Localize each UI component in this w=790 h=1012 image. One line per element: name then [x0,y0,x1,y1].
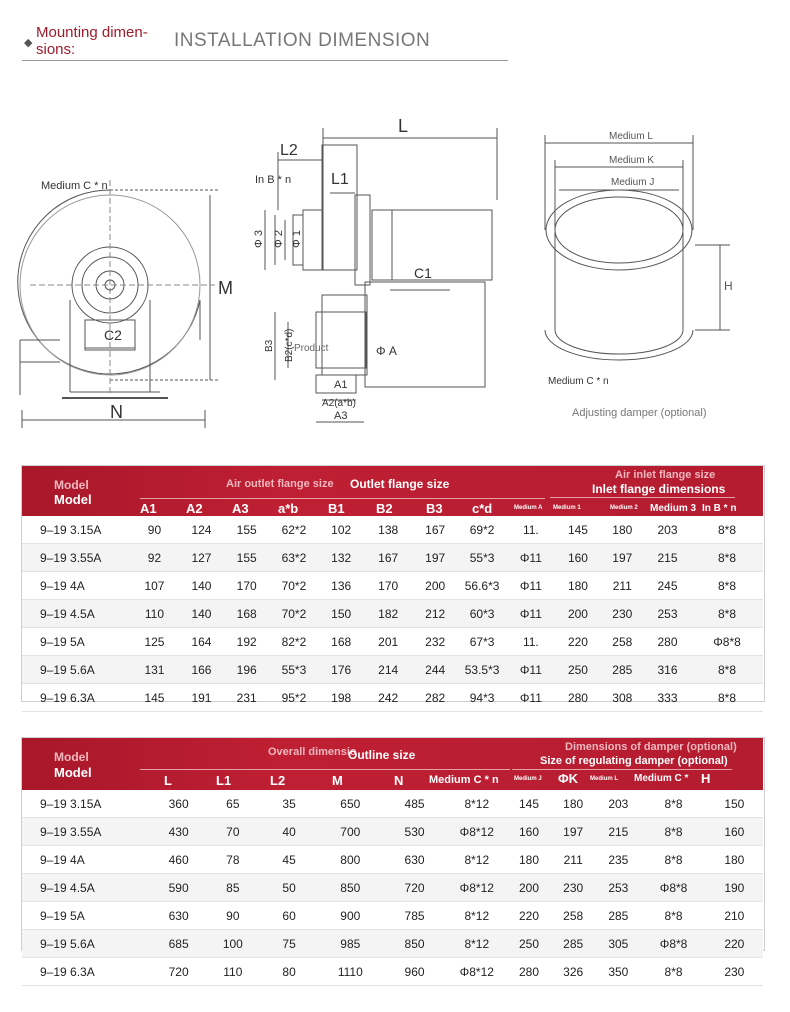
table-row [22,902,763,930]
phi1-label: Φ 1 [291,230,303,248]
value-cell: 35 [260,790,318,818]
model-cell: 9–19 5A [22,902,152,930]
value-cell: 8*8 [641,958,705,986]
dim-A3-label: A3 [334,410,348,422]
dim-B3-label: B3 [264,339,275,352]
value-cell: 360 [152,790,206,818]
value-cell: 200 [413,572,458,600]
table-row [22,628,763,656]
model-cell: 9–19 3.15A [22,516,130,544]
dim-L1-label: L1 [331,171,349,188]
value-cell: 145 [555,516,600,544]
dim-A1-label: A1 [334,379,348,391]
value-cell: 203 [595,790,641,818]
value-cell: 220 [706,930,763,958]
value-cell: 160 [706,818,763,846]
air-inlet-label: Air inlet flange size [615,469,716,481]
value-cell: 8*8 [641,902,705,930]
table1-header [22,466,763,516]
model-cell: 9–19 5A [22,628,130,656]
value-cell: 67*3 [458,628,507,656]
value-cell: 196 [224,656,269,684]
value-cell: 168 [319,628,364,656]
col2-medium-cn: Medium C * n [429,774,499,786]
value-cell: 70 [206,818,260,846]
value-cell: 285 [595,902,641,930]
value-cell: 630 [382,846,446,874]
regulating-damper-header: Size of regulating damper (optional) [540,755,728,767]
col2-L2: L2 [270,773,286,788]
col-medium-2: Medium 2 [610,505,638,511]
value-cell: 80 [260,958,318,986]
value-cell: 250 [555,656,600,684]
outline-dimensions-table [22,738,763,986]
value-cell: 211 [601,572,644,600]
value-cell: 8*8 [641,790,705,818]
value-cell: 164 [179,628,224,656]
value-cell: 201 [364,628,413,656]
value-cell: 8*8 [691,684,763,712]
value-cell: 900 [318,902,382,930]
value-cell: Φ11 [506,656,555,684]
damper-view [545,135,730,360]
value-cell: 250 [507,930,551,958]
value-cell: 285 [601,656,644,684]
value-cell: 145 [507,790,551,818]
value-cell: 138 [364,516,413,544]
product-watermark-label: Product [294,343,329,354]
value-cell: 720 [382,874,446,902]
value-cell: 235 [595,846,641,874]
value-cell: 176 [319,656,364,684]
value-cell: 85 [206,874,260,902]
value-cell: 180 [706,846,763,874]
model-cell: 9–19 3.55A [22,818,152,846]
value-cell: 182 [364,600,413,628]
model-header-2: Model [54,765,92,780]
value-cell: 198 [319,684,364,712]
col-inbn: In B * n [702,503,737,514]
col-medium-3: Medium 3 [650,503,697,514]
value-cell: 8*8 [641,846,705,874]
inlet-underline [550,497,735,498]
value-cell: 850 [382,930,446,958]
value-cell: 90 [130,516,179,544]
value-cell: 45 [260,846,318,874]
model-ghost-label: Model [54,478,89,492]
value-cell: 180 [551,790,595,818]
table-row [22,958,763,986]
value-cell: 8*8 [691,516,763,544]
section-header [22,22,510,66]
value-cell: 280 [507,958,551,986]
value-cell: 210 [706,902,763,930]
value-cell: 720 [152,958,206,986]
value-cell: 305 [595,930,641,958]
medium-c-n-right-label: Medium C * n [548,376,609,387]
dim-M-label: M [218,278,233,298]
value-cell: 285 [551,930,595,958]
model-cell: 9–19 4.5A [22,874,152,902]
value-cell: 230 [601,600,644,628]
damper-caption: Adjusting damper (optional) [572,407,707,419]
value-cell: 245 [644,572,691,600]
value-cell: 590 [152,874,206,902]
model-ghost-label-2: Model [54,750,89,764]
value-cell: 180 [555,572,600,600]
table-row [22,572,763,600]
table-row [22,818,763,846]
value-cell: 1110 [318,958,382,986]
col-medium-A: Medium A [514,505,543,511]
col-ab: a*b [278,501,299,516]
value-cell: 82*2 [269,628,318,656]
value-cell: Φ11 [506,684,555,712]
value-cell: 56.6*3 [458,572,507,600]
value-cell: 244 [413,656,458,684]
value-cell: 530 [382,818,446,846]
model-header: Model [54,492,92,507]
value-cell: Φ8*8 [691,628,763,656]
value-cell: 95*2 [269,684,318,712]
value-cell: 220 [555,628,600,656]
model-cell: 9–19 3.15A [22,790,152,818]
outline-underline [140,769,510,770]
value-cell: 102 [319,516,364,544]
value-cell: 190 [706,874,763,902]
outlet-underline [140,498,545,499]
air-outlet-label: Air outlet flange size [226,478,334,490]
value-cell: 170 [364,572,413,600]
value-cell: 160 [507,818,551,846]
value-cell: 155 [224,544,269,572]
header-divider [22,60,508,61]
col2-M: M [332,773,343,788]
value-cell: 180 [601,516,644,544]
value-cell: 75 [260,930,318,958]
medium-J-label: Medium J [611,177,655,188]
inlet-bolt-label: In B * n [255,174,292,186]
value-cell: 8*12 [447,902,507,930]
value-cell: 282 [413,684,458,712]
overall-dimension-label: Overall dimensio [268,746,357,758]
col2-L1: L1 [216,773,232,788]
dim-C2-label: C2 [104,327,122,343]
value-cell: 100 [206,930,260,958]
value-cell: 136 [319,572,364,600]
value-cell: 110 [130,600,179,628]
value-cell: 90 [206,902,260,930]
damper-dimensions-label: Dimensions of damper (optional) [565,741,737,753]
value-cell: 850 [318,874,382,902]
model-cell: 9–19 5.6A [22,656,130,684]
value-cell: 485 [382,790,446,818]
value-cell: Φ8*12 [447,958,507,986]
value-cell: 11. [506,628,555,656]
value-cell: 127 [179,544,224,572]
col-A2: A2 [186,501,203,516]
value-cell: 167 [364,544,413,572]
value-cell: 155 [224,516,269,544]
flange-dimensions-table [22,466,763,712]
value-cell: 8*12 [447,790,507,818]
col-cd: c*d [472,501,493,516]
value-cell: 8*12 [447,930,507,958]
value-cell: 40 [260,818,318,846]
value-cell: 131 [130,656,179,684]
phiA-label: Φ A [376,344,397,358]
table2-header [22,738,763,790]
value-cell: Φ11 [506,600,555,628]
col2-N: N [394,773,404,788]
value-cell: 180 [507,846,551,874]
value-cell: 253 [595,874,641,902]
value-cell: 124 [179,516,224,544]
model-cell: 9–19 5.6A [22,930,152,958]
medium-L-label: Medium L [609,131,653,142]
table-row [22,544,763,572]
outlet-flange-header: Outlet flange size [350,477,450,491]
value-cell: 258 [551,902,595,930]
value-cell: Φ11 [506,544,555,572]
col2-medium-L: Medium L [590,776,618,782]
value-cell: 8*8 [691,572,763,600]
medium-c-n-label: Medium C * n [41,180,108,192]
table-row [22,930,763,958]
model-cell: 9–19 4.5A [22,600,130,628]
value-cell: 8*8 [691,600,763,628]
col2-medium-c: Medium C * [634,773,689,784]
table-row [22,656,763,684]
value-cell: 197 [601,544,644,572]
value-cell: 197 [551,818,595,846]
value-cell: 212 [413,600,458,628]
col2-L: L [164,773,172,788]
col2-medium-J: Medium J [514,776,542,782]
dim-L2-label: L2 [280,142,298,159]
value-cell: 110 [206,958,260,986]
value-cell: 60*3 [458,600,507,628]
value-cell: 280 [644,628,691,656]
value-cell: 166 [179,656,224,684]
diamond-bullet-icon: ◆ [24,37,33,49]
dim-B2-label: B2(c*d) [284,328,295,362]
value-cell: 350 [595,958,641,986]
value-cell: 800 [318,846,382,874]
value-cell: 53.5*3 [458,656,507,684]
value-cell: 8*8 [691,544,763,572]
inlet-flange-header: Inlet flange dimensions [592,482,726,496]
value-cell: 132 [319,544,364,572]
value-cell: 50 [260,874,318,902]
table-row [22,874,763,902]
value-cell: 430 [152,818,206,846]
value-cell: 280 [555,684,600,712]
value-cell: 203 [644,516,691,544]
value-cell: 326 [551,958,595,986]
value-cell: 140 [179,600,224,628]
value-cell: 220 [507,902,551,930]
col-medium-1: Medium 1 [553,505,581,511]
fan-front-view [18,180,220,428]
value-cell: 197 [413,544,458,572]
value-cell: 215 [595,818,641,846]
damper-underline [512,769,732,770]
installation-drawing [0,95,790,440]
value-cell: 231 [224,684,269,712]
model-cell: 9–19 3.55A [22,544,130,572]
value-cell: Φ8*12 [447,818,507,846]
value-cell: 333 [644,684,691,712]
value-cell: 150 [319,600,364,628]
value-cell: 242 [364,684,413,712]
value-cell: 985 [318,930,382,958]
value-cell: 8*8 [691,656,763,684]
fan-side-view [265,128,497,422]
value-cell: 8*12 [447,846,507,874]
col-A3: A3 [232,501,249,516]
value-cell: 168 [224,600,269,628]
value-cell: 145 [130,684,179,712]
value-cell: 211 [551,846,595,874]
table-row [22,790,763,818]
value-cell: 170 [224,572,269,600]
value-cell: 785 [382,902,446,930]
dim-H-label: H [724,279,733,293]
value-cell: 140 [179,572,224,600]
col-B2: B2 [376,501,393,516]
table-row [22,846,763,874]
table-row [22,684,763,712]
value-cell: 92 [130,544,179,572]
phi2-label: Φ 2 [273,230,285,248]
value-cell: 69*2 [458,516,507,544]
mounting-label: Mounting dimen- sions: [36,24,148,58]
value-cell: 700 [318,818,382,846]
model-cell: 9–19 4A [22,572,130,600]
col2-phiK: ΦK [558,771,579,786]
value-cell: 8*8 [641,818,705,846]
dim-C1-label: C1 [414,265,432,281]
table-row [22,516,763,544]
value-cell: 316 [644,656,691,684]
value-cell: 630 [152,902,206,930]
value-cell: 70*2 [269,600,318,628]
col-B1: B1 [328,501,345,516]
value-cell: 232 [413,628,458,656]
phi3-label: Φ 3 [253,230,265,248]
value-cell: 150 [706,790,763,818]
col-B3: B3 [426,501,443,516]
dim-A2-label: A2(a*b) [322,398,356,409]
value-cell: 685 [152,930,206,958]
value-cell: 200 [507,874,551,902]
value-cell: 167 [413,516,458,544]
value-cell: 11. [506,516,555,544]
model-cell: 9–19 6.3A [22,684,130,712]
value-cell: 200 [555,600,600,628]
value-cell: 960 [382,958,446,986]
value-cell: 230 [551,874,595,902]
value-cell: 160 [555,544,600,572]
value-cell: 230 [706,958,763,986]
value-cell: 78 [206,846,260,874]
col-A1: A1 [140,501,157,516]
value-cell: 192 [224,628,269,656]
value-cell: 214 [364,656,413,684]
value-cell: Φ11 [506,572,555,600]
value-cell: 94*3 [458,684,507,712]
value-cell: 70*2 [269,572,318,600]
dim-L-label: L [398,116,409,136]
value-cell: Φ8*8 [641,874,705,902]
outline-size-header: Outline size [348,748,416,762]
value-cell: 191 [179,684,224,712]
value-cell: Φ8*8 [641,930,705,958]
section-title: INSTALLATION DIMENSION [174,30,431,51]
model-cell: 9–19 4A [22,846,152,874]
col2-H: H [701,771,711,786]
value-cell: 63*2 [269,544,318,572]
model-cell: 9–19 6.3A [22,958,152,986]
value-cell: 253 [644,600,691,628]
value-cell: 125 [130,628,179,656]
value-cell: 107 [130,572,179,600]
medium-K-label: Medium K [609,155,655,166]
value-cell: 258 [601,628,644,656]
value-cell: 60 [260,902,318,930]
value-cell: 215 [644,544,691,572]
table-row [22,600,763,628]
value-cell: 650 [318,790,382,818]
value-cell: 55*3 [458,544,507,572]
value-cell: 62*2 [269,516,318,544]
dim-N-label: N [110,402,123,422]
value-cell: Φ8*12 [447,874,507,902]
value-cell: 55*3 [269,656,318,684]
value-cell: 308 [601,684,644,712]
value-cell: 460 [152,846,206,874]
value-cell: 65 [206,790,260,818]
